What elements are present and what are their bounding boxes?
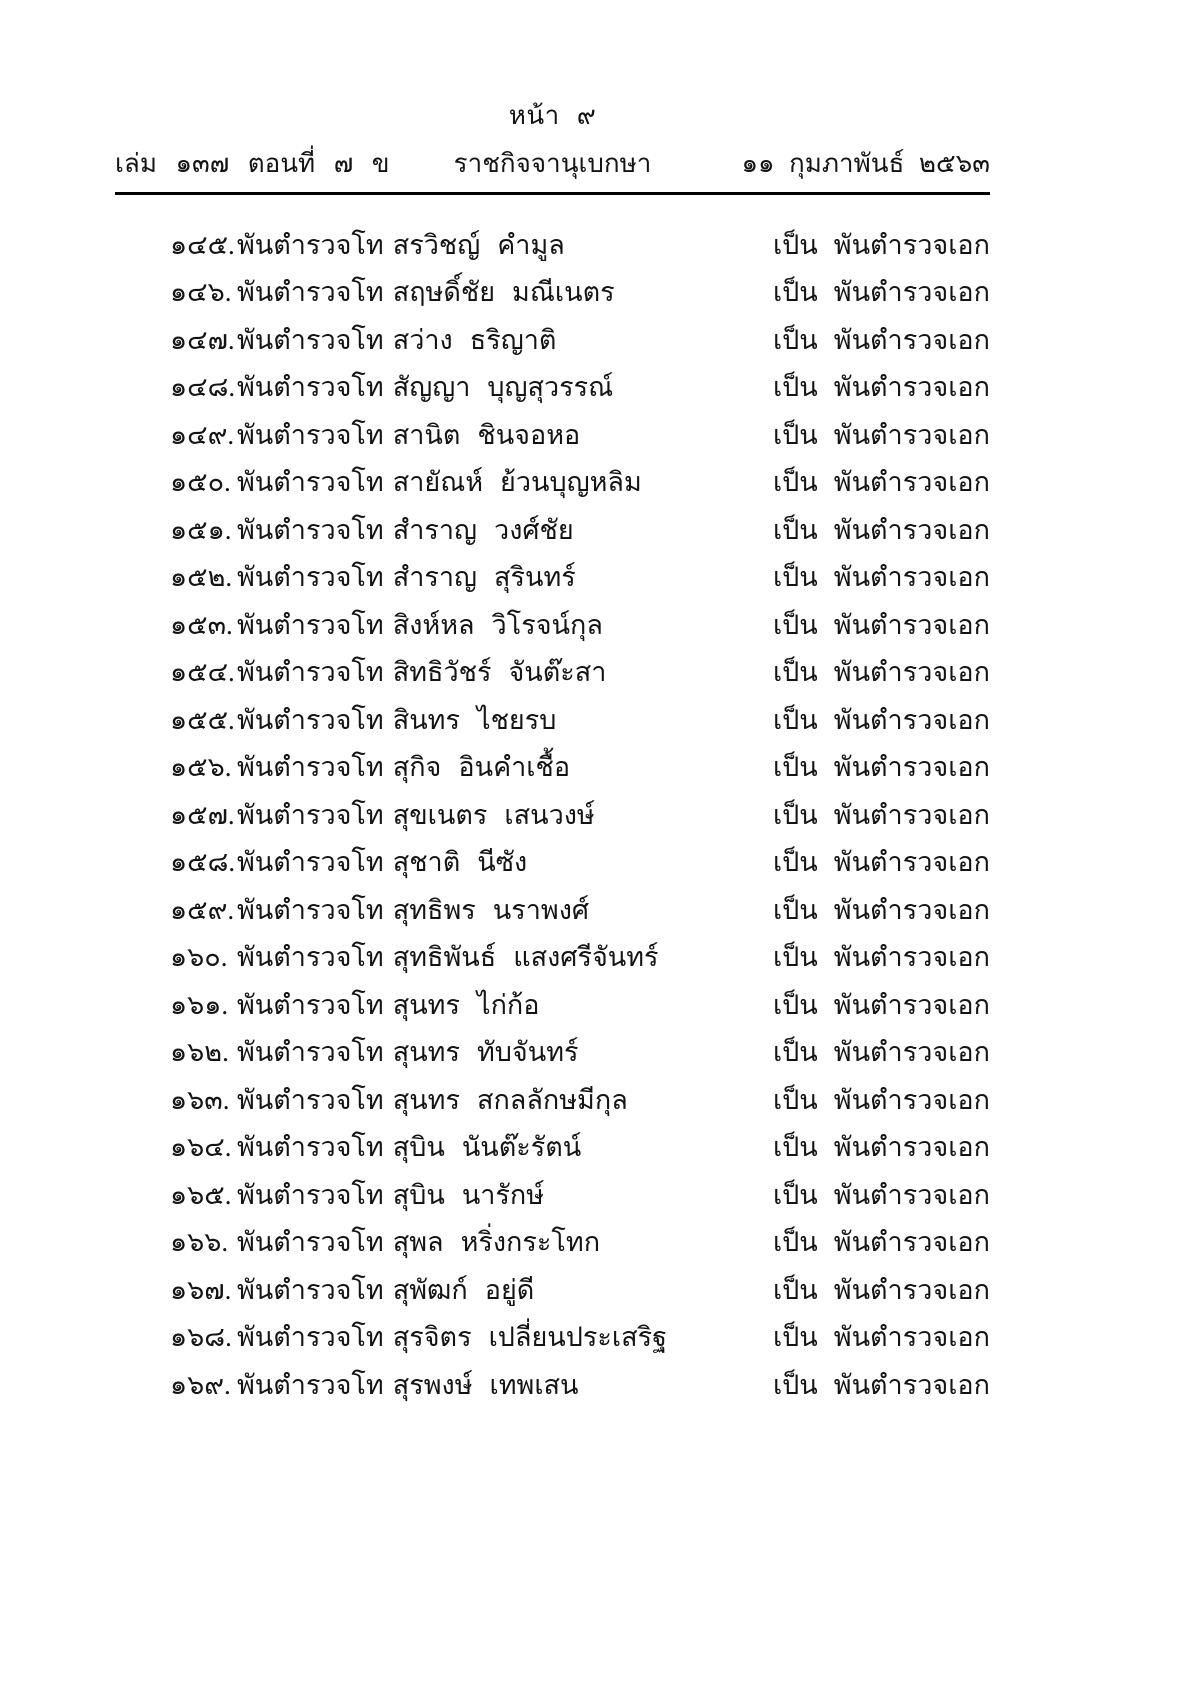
- entry-left: [170, 460, 773, 503]
- entry-right: [773, 1220, 990, 1263]
- list-item: [115, 745, 990, 793]
- entry-first-name: สุบิน: [392, 1179, 445, 1210]
- entry-left: [170, 365, 773, 408]
- entry-rank-from: พันตำรวจโท: [237, 704, 384, 735]
- entry-last-name: คำมูล: [497, 229, 565, 260]
- entry-number: ๑๔๕.: [170, 229, 235, 260]
- entry-rank-from: พันตำรวจโท: [237, 609, 384, 640]
- header-row: [115, 143, 990, 184]
- entry-rank-to: พันตำรวจเอก: [833, 1369, 990, 1400]
- entry-rank-from: พันตำรวจโท: [237, 229, 384, 260]
- entry-number: ๑๖๒.: [170, 1037, 229, 1067]
- entry-last-name: บุญสุวรรณ์: [487, 372, 614, 402]
- list-item: [115, 1125, 990, 1173]
- list-item: [115, 1173, 990, 1221]
- entry-rank-to: พันตำรวจเอก: [833, 1179, 990, 1210]
- entry-rank-to: พันตำรวจเอก: [833, 467, 990, 497]
- entry-first-name: สานิต: [392, 419, 461, 450]
- entry-rank-to: พันตำรวจเอก: [833, 609, 990, 640]
- entry-right: [773, 1078, 990, 1121]
- entry-right: [773, 1363, 990, 1406]
- entry-rank-from: พันตำรวจโท: [237, 1037, 384, 1067]
- entry-to-word: เป็น: [772, 752, 818, 782]
- entry-first-name: สุนทร: [392, 1084, 460, 1115]
- entry-to-word: เป็น: [772, 467, 818, 497]
- list-item: [115, 793, 990, 841]
- entry-last-name: ทับจันทร์: [476, 1037, 579, 1067]
- entry-left: [170, 793, 773, 836]
- entry-last-name: สกลลักษมีกุล: [476, 1084, 628, 1115]
- entry-right: [773, 508, 990, 551]
- entry-rank-from: พันตำรวจโท: [237, 752, 384, 782]
- entry-last-name: สุรินทร์: [494, 562, 576, 592]
- list-item: [115, 935, 990, 983]
- page-number-label: หน้า ๙: [508, 101, 597, 130]
- entry-rank-to: พันตำรวจเอก: [833, 1132, 990, 1162]
- entry-first-name: สำราญ: [392, 562, 478, 592]
- entry-rank-from: พันตำรวจโท: [237, 324, 384, 355]
- entry-rank-to: พันตำรวจเอก: [833, 657, 990, 687]
- entry-last-name: เปลี่ยนประเสริฐ: [488, 1322, 668, 1352]
- entry-left: [170, 935, 773, 978]
- entry-to-word: เป็น: [772, 419, 818, 450]
- entry-rank-to: พันตำรวจเอก: [833, 1084, 990, 1115]
- entry-last-name: หริ่งกระโทก: [460, 1227, 601, 1257]
- entry-number: ๑๕๙.: [170, 894, 235, 925]
- entry-rank-from: พันตำรวจโท: [237, 562, 384, 592]
- entry-number: ๑๔๗.: [170, 324, 235, 355]
- entry-to-word: เป็น: [772, 1227, 818, 1257]
- entry-right: [773, 270, 990, 313]
- entry-last-name: นันต๊ะรัตน์: [461, 1132, 582, 1162]
- entry-rank-from: พันตำรวจโท: [237, 657, 384, 687]
- entry-number: ๑๔๘.: [170, 372, 236, 402]
- entry-first-name: สุนทร: [392, 1037, 460, 1067]
- entry-number: ๑๕๗.: [170, 799, 235, 830]
- list-item: [115, 413, 990, 461]
- entry-first-name: สิทธิวัชร์: [392, 657, 492, 687]
- entry-rank-to: พันตำรวจเอก: [833, 894, 990, 925]
- entry-rank-from: พันตำรวจโท: [237, 467, 384, 497]
- entry-rank-to: พันตำรวจเอก: [833, 799, 990, 830]
- list-item: [115, 650, 990, 698]
- header-divider: [115, 192, 990, 195]
- entry-first-name: สุกิจ: [392, 752, 442, 782]
- entry-last-name: นีซัง: [477, 847, 528, 877]
- entry-to-word: เป็น: [772, 1084, 818, 1115]
- entry-first-name: สุนทร: [392, 989, 460, 1020]
- entry-right: [773, 318, 990, 361]
- list-item: [115, 1078, 990, 1126]
- entry-right: [773, 1125, 990, 1168]
- list-item: [115, 365, 990, 413]
- entry-rank-from: พันตำรวจโท: [237, 1274, 384, 1305]
- entry-number: ๑๖๔.: [170, 1132, 232, 1162]
- entry-right: [773, 603, 990, 646]
- entry-to-word: เป็น: [772, 277, 818, 307]
- entry-right: [773, 888, 990, 931]
- entry-to-word: เป็น: [772, 229, 818, 260]
- entry-rank-to: พันตำรวจเอก: [833, 277, 990, 307]
- entry-first-name: สรวิชญ์: [392, 229, 481, 260]
- page-header: [115, 0, 990, 195]
- entry-first-name: สุบิน: [392, 1132, 445, 1162]
- list-item: [115, 1268, 990, 1316]
- entry-right: [773, 223, 990, 266]
- entry-number: ๑๖๕.: [170, 1179, 232, 1210]
- entry-right: [773, 840, 990, 883]
- entry-rank-from: พันตำรวจโท: [237, 419, 384, 450]
- list-item: [115, 318, 990, 366]
- entry-rank-from: พันตำรวจโท: [237, 514, 384, 545]
- entry-rank-to: พันตำรวจเอก: [833, 1322, 990, 1352]
- entry-rank-to: พันตำรวจเอก: [833, 942, 990, 972]
- list-item: [115, 698, 990, 746]
- list-item: [115, 1315, 990, 1363]
- entry-rank-to: พันตำรวจเอก: [833, 1037, 990, 1067]
- entry-rank-to: พันตำรวจเอก: [833, 989, 990, 1020]
- entry-first-name: สุชาติ: [392, 847, 461, 877]
- entry-left: [170, 840, 773, 883]
- list-item: [115, 555, 990, 603]
- entry-right: [773, 413, 990, 456]
- list-item: [115, 1030, 990, 1078]
- entry-right: [773, 983, 990, 1026]
- list-item: [115, 983, 990, 1031]
- entry-to-word: เป็น: [772, 657, 818, 687]
- entry-left: [170, 1125, 773, 1168]
- entry-number: ๑๖๑.: [170, 989, 229, 1020]
- entry-left: [170, 555, 773, 598]
- entry-right: [773, 935, 990, 978]
- entry-left: [170, 1220, 773, 1263]
- entry-left: [170, 983, 773, 1026]
- entry-left: [170, 413, 773, 456]
- entry-first-name: สำราญ: [392, 514, 478, 545]
- entry-to-word: เป็น: [772, 1322, 818, 1352]
- entry-left: [170, 223, 773, 266]
- entry-to-word: เป็น: [772, 324, 818, 355]
- entry-to-word: เป็น: [772, 514, 818, 545]
- issue-date: ๑๑ กุมภาพันธ์ ๒๕๖๓: [741, 148, 991, 178]
- entry-right: [773, 1030, 990, 1073]
- entry-to-word: เป็น: [772, 1179, 818, 1210]
- entry-rank-from: พันตำรวจโท: [237, 1227, 384, 1257]
- entry-number: ๑๖๙.: [170, 1369, 231, 1400]
- entry-to-word: เป็น: [772, 372, 818, 402]
- entry-first-name: สายัณห์: [392, 467, 484, 497]
- entry-last-name: อยู่ดี: [484, 1274, 535, 1305]
- entry-rank-to: พันตำรวจเอก: [833, 562, 990, 592]
- entry-number: ๑๕๒.: [170, 562, 233, 592]
- entry-number: ๑๔๖.: [170, 277, 232, 307]
- entry-rank-to: พันตำรวจเอก: [833, 324, 990, 355]
- promotion-list: [115, 223, 990, 1411]
- gazette-title: ราชกิจจานุเบกษา: [453, 148, 652, 178]
- entry-first-name: สินทร: [392, 704, 460, 735]
- entry-last-name: ย้วนบุญหลิม: [500, 467, 642, 497]
- entry-right: [773, 745, 990, 788]
- entry-first-name: สุรพงษ์: [392, 1369, 473, 1400]
- entry-last-name: อินคำเชื้อ: [458, 752, 571, 782]
- entry-first-name: สิงห์หล: [392, 609, 475, 640]
- entry-to-word: เป็น: [772, 989, 818, 1020]
- entry-to-word: เป็น: [772, 894, 818, 925]
- entry-first-name: สว่าง: [392, 324, 453, 355]
- entry-right: [773, 555, 990, 598]
- entry-rank-from: พันตำรวจโท: [237, 989, 384, 1020]
- entry-to-word: เป็น: [772, 609, 818, 640]
- entry-to-word: เป็น: [772, 942, 818, 972]
- entry-first-name: สุทธิพันธ์: [392, 942, 497, 972]
- entry-last-name: ชินจอหอ: [477, 419, 581, 450]
- entry-rank-from: พันตำรวจโท: [237, 372, 384, 402]
- entry-left: [170, 270, 773, 313]
- entry-right: [773, 698, 990, 741]
- entry-to-word: เป็น: [772, 1369, 818, 1400]
- entry-left: [170, 1030, 773, 1073]
- entry-rank-from: พันตำรวจโท: [237, 1132, 384, 1162]
- entry-last-name: ไชยรบ: [476, 704, 557, 735]
- entry-rank-from: พันตำรวจโท: [237, 1084, 384, 1115]
- entry-last-name: นราพงศ์: [492, 894, 590, 925]
- entry-rank-to: พันตำรวจเอก: [833, 372, 990, 402]
- entry-last-name: ไก่ก้อ: [476, 989, 540, 1020]
- entry-rank-from: พันตำรวจโท: [237, 799, 384, 830]
- entry-left: [170, 1363, 773, 1406]
- entry-last-name: แสงศรีจันทร์: [513, 942, 659, 972]
- entry-last-name: ธริญาติ: [469, 324, 557, 355]
- entry-right: [773, 460, 990, 503]
- entry-number: ๑๕๓.: [170, 609, 233, 640]
- list-item: [115, 270, 990, 318]
- entry-to-word: เป็น: [772, 799, 818, 830]
- entry-last-name: วงศ์ชัย: [494, 514, 574, 545]
- entry-first-name: สุพล: [392, 1227, 444, 1257]
- entry-number: ๑๕๘.: [170, 847, 236, 877]
- entry-left: [170, 1268, 773, 1311]
- entry-rank-from: พันตำรวจโท: [237, 847, 384, 877]
- volume-part-label: เล่ม ๑๓๗ ตอนที่ ๗ ข: [115, 148, 390, 178]
- entry-left: [170, 1173, 773, 1216]
- entry-right: [773, 365, 990, 408]
- entry-first-name: สุทธิพร: [392, 894, 476, 925]
- entry-left: [170, 650, 773, 693]
- entry-last-name: เทพเสน: [489, 1369, 579, 1400]
- entry-number: ๑๖๘.: [170, 1322, 232, 1352]
- entry-number: ๑๖๐.: [170, 942, 228, 972]
- entry-last-name: วิโรจน์กุล: [491, 609, 603, 640]
- entry-rank-to: พันตำรวจเอก: [833, 752, 990, 782]
- entry-to-word: เป็น: [772, 1132, 818, 1162]
- entry-first-name: สุรจิตร: [392, 1322, 472, 1352]
- list-item: [115, 840, 990, 888]
- entry-rank-to: พันตำรวจเอก: [833, 847, 990, 877]
- entry-to-word: เป็น: [772, 1037, 818, 1067]
- entry-to-word: เป็น: [772, 1274, 818, 1305]
- entry-rank-to: พันตำรวจเอก: [833, 704, 990, 735]
- entry-first-name: สัญญา: [392, 372, 471, 402]
- entry-rank-from: พันตำรวจโท: [237, 942, 384, 972]
- entry-left: [170, 508, 773, 551]
- entry-right: [773, 650, 990, 693]
- entry-last-name: มณีเนตร: [512, 277, 615, 307]
- entry-first-name: สุพัฒก์: [392, 1274, 468, 1305]
- entry-left: [170, 1078, 773, 1121]
- entry-to-word: เป็น: [772, 847, 818, 877]
- list-item: [115, 603, 990, 651]
- entry-rank-from: พันตำรวจโท: [237, 1322, 384, 1352]
- entry-number: ๑๕๔.: [170, 657, 235, 687]
- entry-number: ๑๕๕.: [170, 704, 235, 735]
- list-item: [115, 508, 990, 556]
- entry-to-word: เป็น: [772, 562, 818, 592]
- entry-rank-from: พันตำรวจโท: [237, 1179, 384, 1210]
- entry-to-word: เป็น: [772, 704, 818, 735]
- entry-left: [170, 888, 773, 931]
- list-item: [115, 1220, 990, 1268]
- list-item: [115, 1363, 990, 1411]
- entry-left: [170, 318, 773, 361]
- entry-left: [170, 603, 773, 646]
- entry-number: ๑๖๓.: [170, 1084, 230, 1115]
- entry-first-name: สุขเนตร: [392, 799, 488, 830]
- entry-last-name: เสนวงษ์: [504, 799, 595, 830]
- entry-rank-to: พันตำรวจเอก: [833, 229, 990, 260]
- entry-last-name: นารักษ์: [461, 1179, 545, 1210]
- entry-first-name: สฤษดิ์ชัย: [392, 277, 496, 307]
- entry-right: [773, 1268, 990, 1311]
- entry-right: [773, 1173, 990, 1216]
- entry-number: ๑๔๙.: [170, 419, 235, 450]
- entry-number: ๑๖๖.: [170, 1227, 229, 1257]
- list-item: [115, 460, 990, 508]
- entry-rank-to: พันตำรวจเอก: [833, 419, 990, 450]
- entry-left: [170, 1315, 773, 1358]
- entry-rank-to: พันตำรวจเอก: [833, 514, 990, 545]
- list-item: [115, 223, 990, 271]
- entry-last-name: จันต๊ะสา: [508, 657, 607, 687]
- entry-left: [170, 698, 773, 741]
- entry-number: ๑๕๑.: [170, 514, 232, 545]
- entry-rank-to: พันตำรวจเอก: [833, 1274, 990, 1305]
- entry-rank-from: พันตำรวจโท: [237, 894, 384, 925]
- entry-right: [773, 793, 990, 836]
- list-item: [115, 888, 990, 936]
- entry-right: [773, 1315, 990, 1358]
- entry-rank-from: พันตำรวจโท: [237, 277, 384, 307]
- entry-number: ๑๖๗.: [170, 1274, 232, 1305]
- entry-rank-to: พันตำรวจเอก: [833, 1227, 990, 1257]
- entry-number: ๑๕๖.: [170, 752, 232, 782]
- entry-rank-from: พันตำรวจโท: [237, 1369, 384, 1400]
- entry-number: ๑๕๐.: [170, 467, 231, 497]
- entry-left: [170, 745, 773, 788]
